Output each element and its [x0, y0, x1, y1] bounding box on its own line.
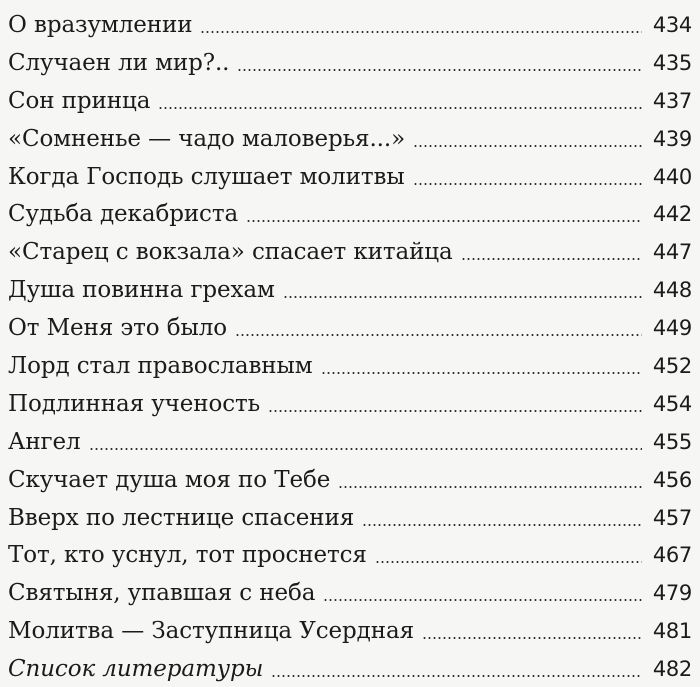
toc-entry-title: Скучает душа моя по Тебе	[8, 466, 331, 493]
toc-entry-page: 454	[652, 391, 692, 416]
table-of-contents	[0, 6, 700, 684]
dot-leader	[321, 372, 642, 374]
toc-entry-page: 452	[652, 354, 692, 379]
toc-entry	[0, 116, 700, 154]
toc-entry-title: Лорд стал православным	[8, 353, 313, 380]
toc-entry-title: О вразумлении	[8, 12, 193, 38]
dot-leader	[89, 448, 642, 450]
toc-entry	[0, 570, 700, 608]
toc-entry	[0, 381, 700, 419]
toc-entry-page: 440	[652, 164, 692, 189]
toc-entry	[0, 78, 700, 116]
toc-entry-title: «Сомненье — чадо маловерья...»	[8, 125, 406, 152]
dot-leader	[237, 69, 642, 71]
toc-entry-page: 456	[652, 467, 692, 492]
dot-leader	[158, 107, 642, 109]
toc-entry-title: От Меня это было	[8, 315, 227, 342]
dot-leader	[235, 334, 642, 336]
toc-entry-page: 467	[652, 543, 692, 568]
dot-leader	[268, 410, 642, 412]
toc-entry-page: 482	[652, 657, 692, 682]
toc-entry	[0, 192, 700, 230]
dot-leader	[323, 599, 642, 601]
toc-entry-page: 447	[652, 240, 692, 265]
toc-entry-page: 434	[652, 13, 692, 37]
toc-entry-page: 442	[652, 202, 692, 227]
toc-entry-title: Сон принца	[8, 87, 151, 114]
toc-entry-title: Святыня, упавшая с неба	[8, 580, 316, 607]
dot-leader	[200, 31, 642, 33]
toc-entry	[0, 533, 700, 571]
toc-entry-page: 439	[652, 126, 692, 151]
dot-leader	[338, 486, 642, 488]
toc-entry-title: «Старец с вокзала» спасает китайца	[8, 239, 453, 266]
toc-entry-title: Душа повинна грехам	[8, 277, 275, 304]
toc-entry	[0, 6, 700, 40]
toc-entry	[0, 495, 700, 533]
toc-entry-page: 437	[652, 88, 692, 113]
toc-entry-title: Вверх по лестнице спасения	[8, 504, 355, 531]
dot-leader	[246, 220, 642, 222]
dot-leader	[422, 637, 642, 639]
toc-entry-title: Молитва — Заступница Усердная	[8, 618, 414, 645]
toc-entry-page: 481	[652, 619, 692, 644]
toc-entry-page: 449	[652, 316, 692, 341]
dot-leader	[461, 258, 642, 260]
toc-entry-page: 435	[652, 50, 692, 75]
dot-leader	[413, 145, 642, 147]
toc-entry-title: Судьба декабриста	[8, 201, 239, 228]
toc-entry	[0, 419, 700, 457]
toc-entry-title: Подлинная ученость	[8, 390, 261, 417]
toc-entry-title: Ангел	[8, 428, 81, 455]
toc-entry	[0, 40, 700, 78]
toc-entry-page: 455	[652, 429, 692, 454]
toc-entry-page: 479	[652, 581, 692, 606]
toc-entry	[0, 305, 700, 343]
toc-entry-page: 457	[652, 505, 692, 530]
toc-entry	[0, 646, 700, 684]
toc-entry	[0, 154, 700, 192]
dot-leader	[271, 675, 642, 677]
toc-entry-page: 448	[652, 278, 692, 303]
toc-entry	[0, 267, 700, 305]
toc-entry	[0, 608, 700, 646]
dot-leader	[375, 561, 642, 563]
toc-entry	[0, 229, 700, 267]
toc-entry	[0, 343, 700, 381]
toc-entry-title: Случаен ли мир?..	[8, 49, 230, 76]
toc-entry	[0, 457, 700, 495]
toc-entry-title: Список литературы	[8, 656, 264, 683]
dot-leader	[283, 296, 642, 298]
dot-leader	[362, 524, 642, 526]
dot-leader	[413, 183, 642, 185]
toc-entry-title: Когда Господь слушает молитвы	[8, 163, 405, 190]
toc-entry-title: Тот, кто уснул, тот проснется	[8, 542, 367, 569]
